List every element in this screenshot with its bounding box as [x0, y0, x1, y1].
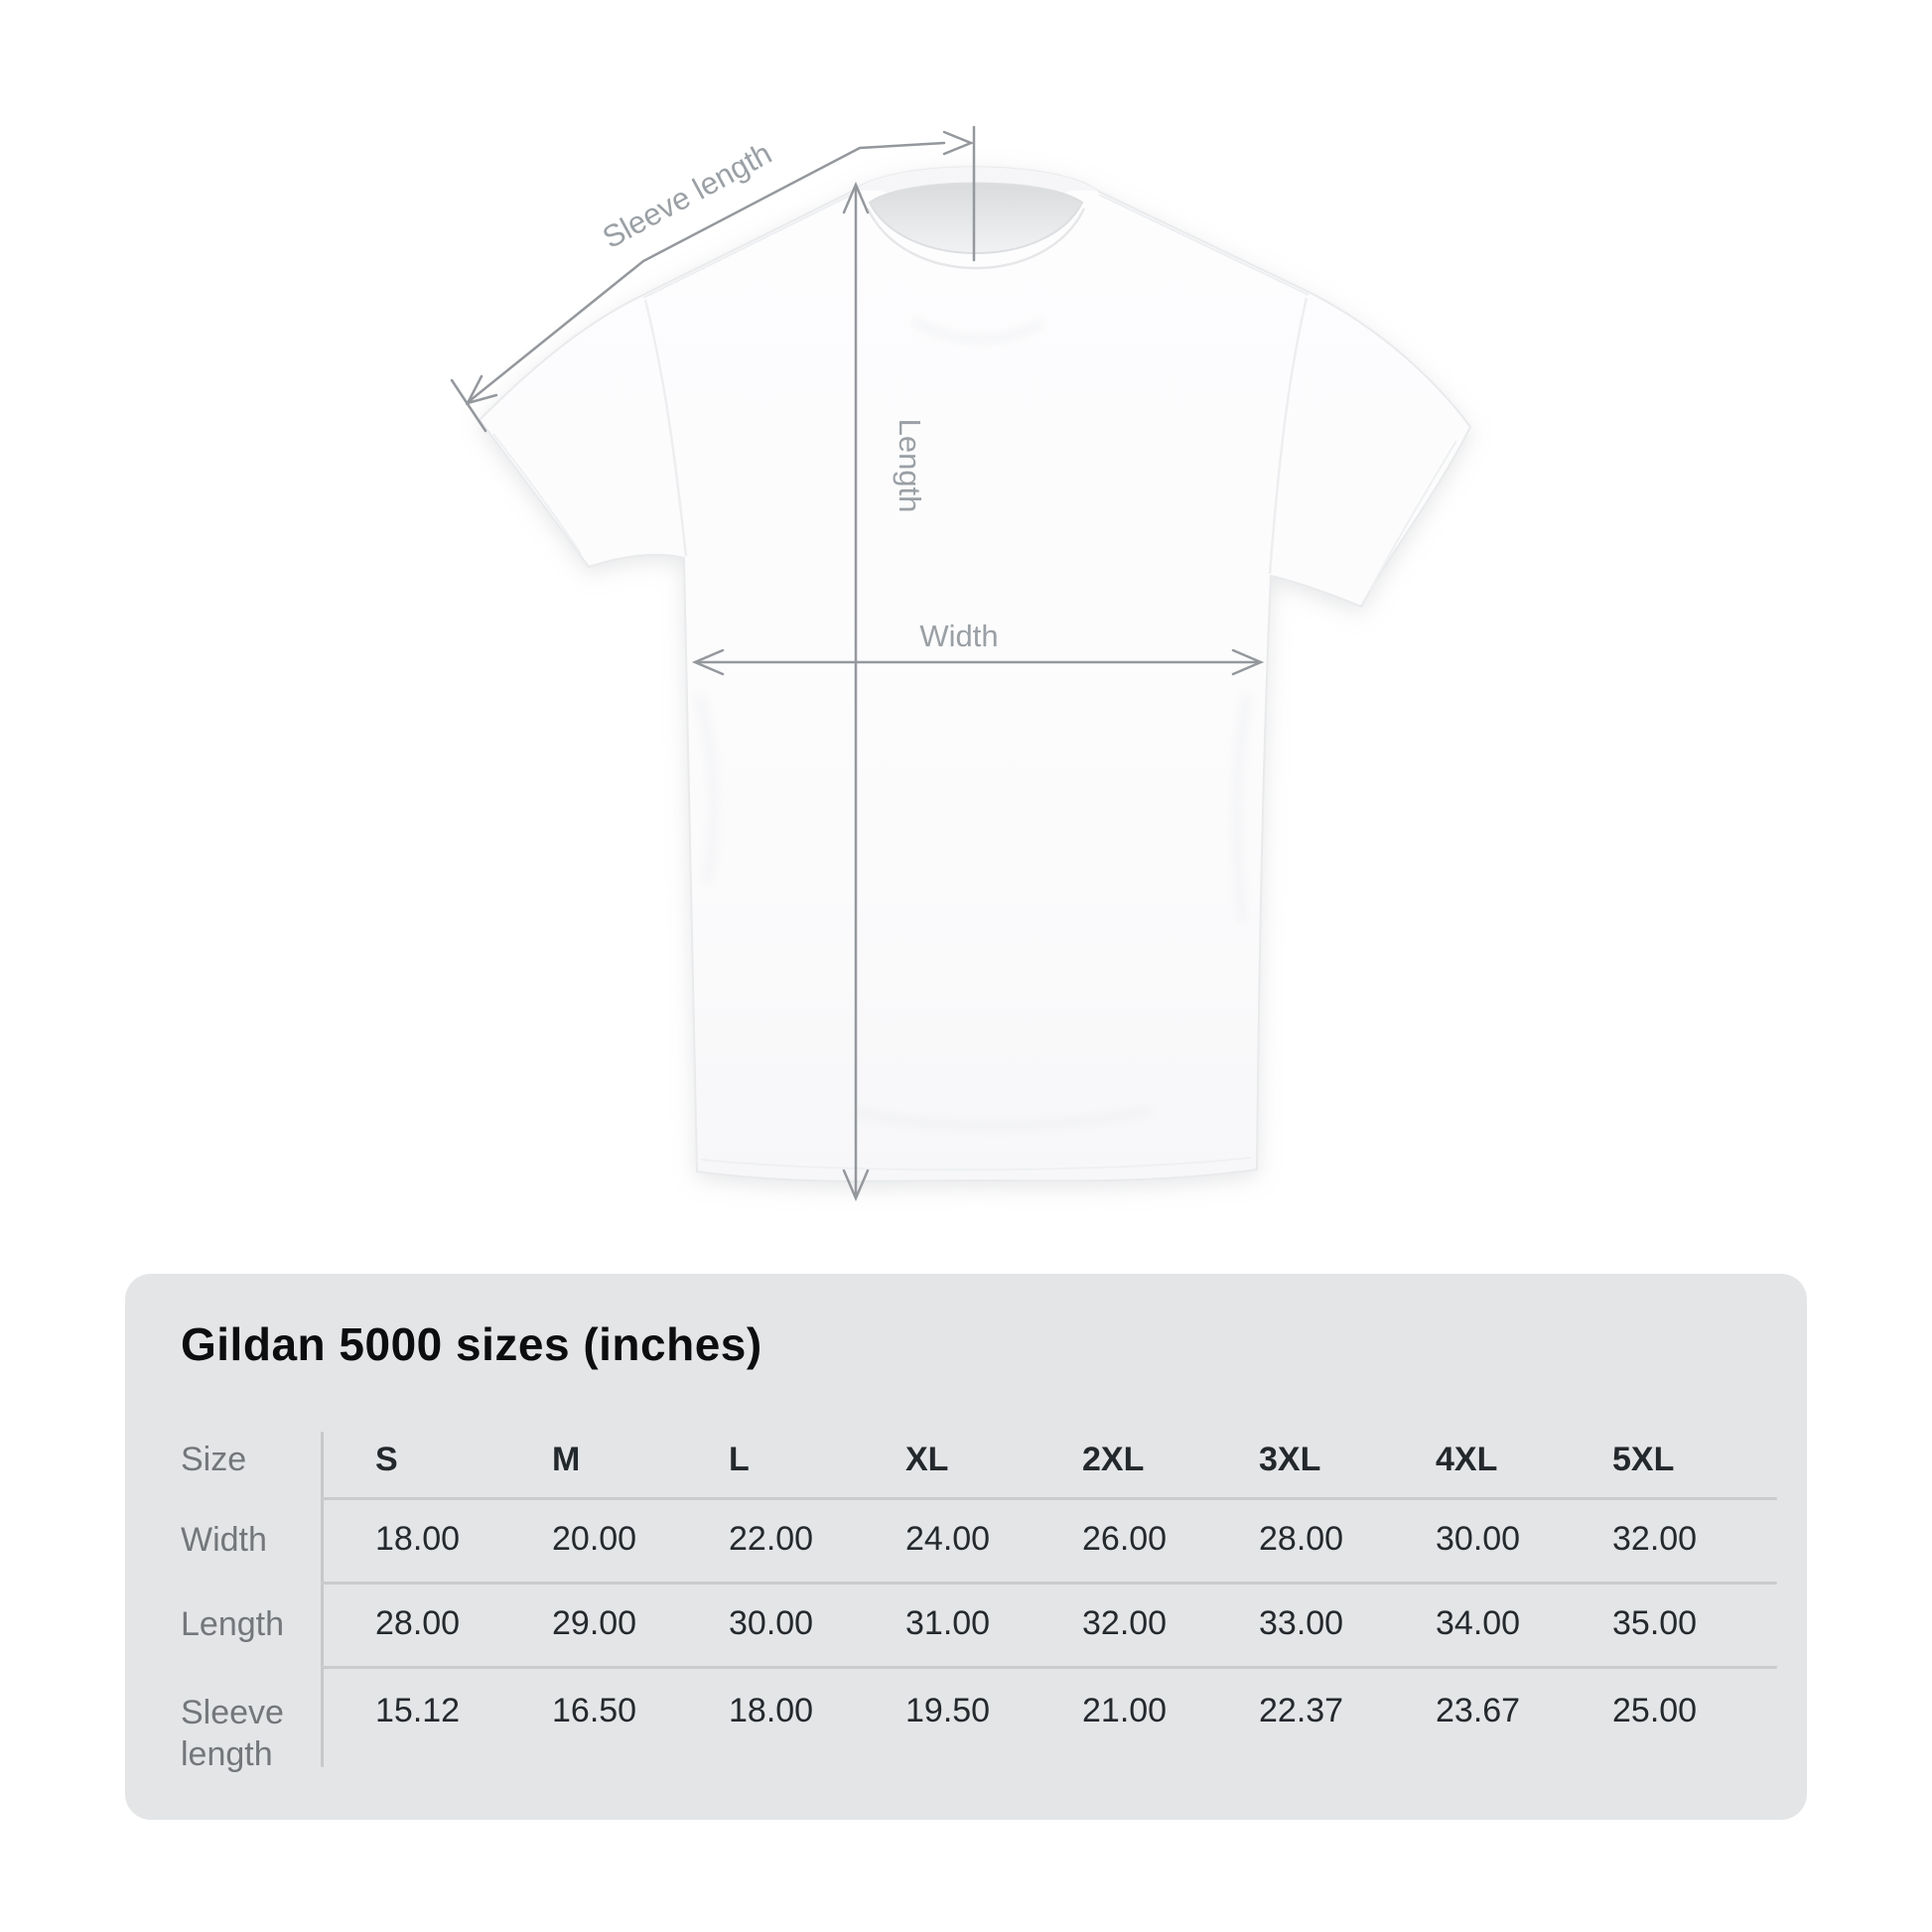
width-label: Width: [919, 619, 999, 653]
table-cell: 23.67: [1436, 1692, 1521, 1729]
size-column-header: Size: [181, 1441, 247, 1478]
table-cell: 29.00: [552, 1604, 637, 1642]
tshirt-illustration: [480, 167, 1470, 1181]
table-cell: 16.50: [552, 1692, 637, 1729]
size-header-s: S: [375, 1440, 398, 1478]
tshirt-body: [480, 167, 1470, 1181]
row-label-length: Length: [181, 1604, 284, 1643]
table-cell: 15.12: [375, 1692, 461, 1729]
sleeve-end-tick: [452, 380, 485, 431]
size-header-2xl: 2XL: [1082, 1440, 1145, 1478]
sleeve-arrow-right-icon: [944, 132, 971, 154]
table-cell: 22.00: [729, 1520, 814, 1558]
size-header-4xl: 4XL: [1436, 1440, 1498, 1478]
size-chart-card: [125, 1274, 1807, 1820]
size-table: [181, 1422, 1789, 1785]
table-cell: 19.50: [905, 1692, 991, 1729]
table-cell: 21.00: [1082, 1692, 1168, 1729]
table-cell: 20.00: [552, 1520, 637, 1558]
size-header-5xl: 5XL: [1612, 1440, 1675, 1478]
table-cell: 33.00: [1259, 1604, 1344, 1642]
size-header-m: M: [552, 1440, 581, 1478]
table-cell: 25.00: [1612, 1692, 1698, 1729]
table-cell: 18.00: [375, 1520, 461, 1558]
row-label-sleeve-length: Sleeve length: [181, 1694, 284, 1773]
table-cell: 28.00: [1259, 1520, 1344, 1558]
size-header-3xl: 3XL: [1259, 1440, 1321, 1478]
table-cell: 30.00: [729, 1604, 814, 1642]
table-cell: 32.00: [1082, 1604, 1168, 1642]
table-cell: 26.00: [1082, 1520, 1168, 1558]
size-header-l: L: [729, 1440, 750, 1478]
size-chart-title: Gildan 5000 sizes (inches): [181, 1318, 762, 1370]
sleeve-length-label: Sleeve length: [597, 135, 777, 255]
table-cell: 30.00: [1436, 1520, 1521, 1558]
length-label: Length: [893, 418, 927, 513]
table-cell: 22.37: [1259, 1692, 1344, 1729]
table-cell: 34.00: [1436, 1604, 1521, 1642]
table-cell: 24.00: [905, 1520, 991, 1558]
table-cell: 31.00: [905, 1604, 991, 1642]
size-header-xl: XL: [905, 1440, 949, 1478]
row-label-width: Width: [181, 1520, 267, 1559]
table-cell: 28.00: [375, 1604, 461, 1642]
table-cell: 35.00: [1612, 1604, 1698, 1642]
table-cell: 18.00: [729, 1692, 814, 1729]
table-cell: 32.00: [1612, 1520, 1698, 1558]
